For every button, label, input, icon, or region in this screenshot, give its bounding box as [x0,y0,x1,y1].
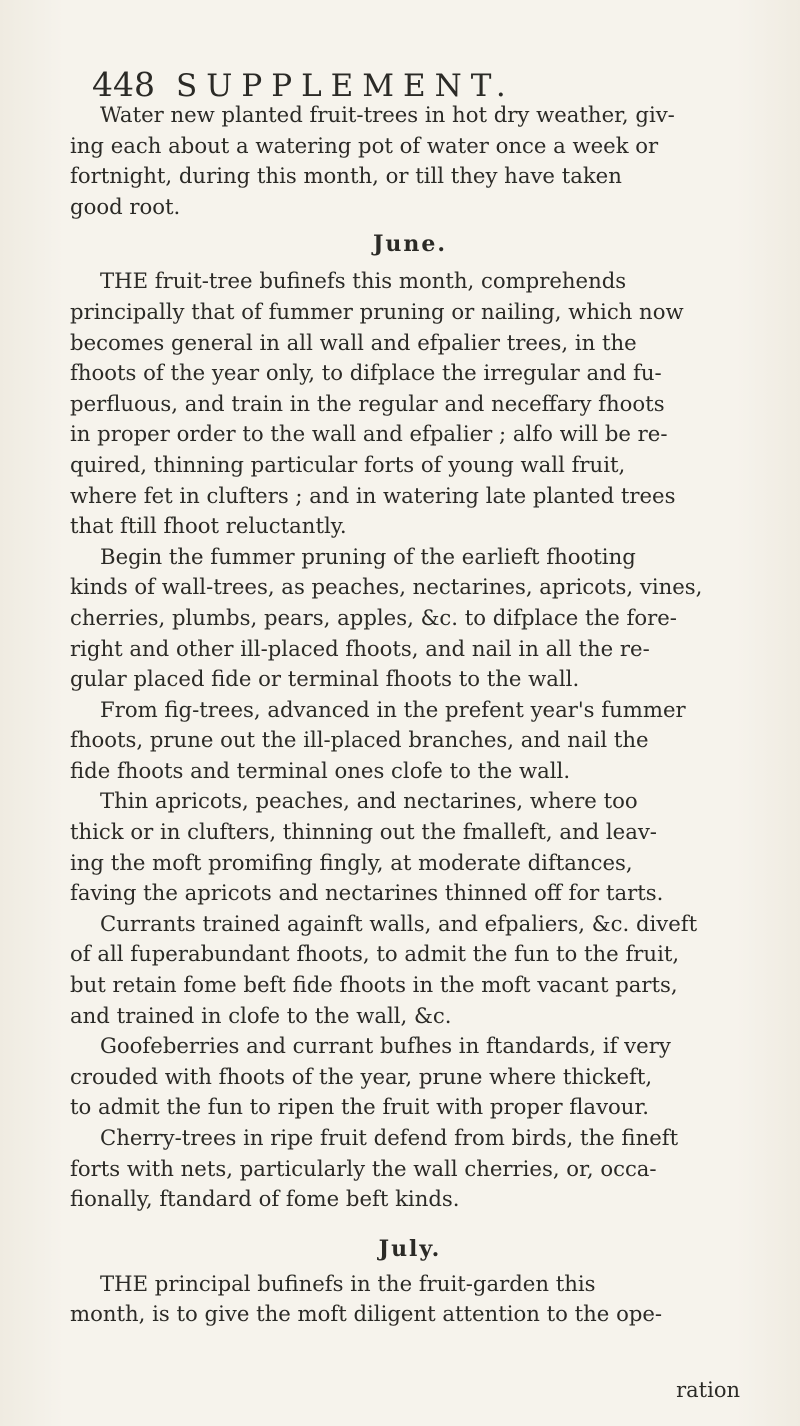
text-line: month, is to give the moft diligent attention to the ope- [70,1301,663,1327]
text-line: perfluous, and train in the regular and neceffary fhoots [70,390,665,416]
paragraph-thinning [70,786,750,908]
text-line: THE principal bufinefs in the fruit-garden this [100,1270,596,1296]
text-line: to admit the fun to ripen the fruit with proper flavour. [70,1094,649,1120]
text-line: in proper order to the wall and efpalier ; alfo will be re- [70,421,668,447]
text-line: forts with nets, particularly the wall cherries, or, occa- [70,1155,657,1181]
body-text [70,100,750,1330]
text-line: kinds of wall-trees, as peaches, nectarines, apricots, vines, [70,574,703,600]
page-number: 448 [92,65,155,104]
paragraph-july-intro [70,1269,750,1330]
running-title: SUPPLEMENT. [176,68,515,104]
text-line: Cherry-trees in ripe fruit defend from birds, the fineft [100,1125,679,1150]
text-line: fhoots of the year only, to difplace the irregular and fu- [70,360,662,386]
text-line: of all fuperabundant fhoots, to admit the fun to the fruit, [70,941,680,967]
text-line: fide fhoots and terminal ones clofe to the wall. [70,757,571,783]
text-line: crouded with fhoots of the year, prune where thickeft, [70,1063,653,1089]
text-line: principally that of fummer pruning or nailing, which now [70,298,684,324]
paragraph-cherry-trees [70,1123,750,1215]
text-line: good root. [70,193,181,219]
text-line: faving the apricots and nectarines thinned off for tarts. [70,880,664,906]
text-line: Goofeberries and currant bufhes in ftandards, if very [100,1033,671,1059]
text-line: quired, thinning particular forts of young wall fruit, [70,451,626,477]
catchword: ration [676,1378,740,1402]
text-line: that ftill fhoot reluctantly. [70,513,347,539]
paragraph-fig-trees [70,695,750,787]
text-line: Water new planted fruit-trees in hot dry weather, giv- [100,102,675,127]
text-line: ing the moft promifing fingly, at moderate diftances, [70,849,633,875]
text-line: cherries, plumbs, pears, apples, &c. to difplace the fore- [70,604,677,630]
paragraph-gooseberries [70,1031,750,1123]
text-line: gular placed fide or terminal fhoots to the wall. [70,666,580,692]
text-line: thick or in clufters, thinning out the fmalleft, and leav- [70,819,657,845]
paragraph-watering [70,100,750,222]
paragraph-currants [70,909,750,1031]
text-line: fionally, ftandard of fome beft kinds. [70,1186,460,1212]
paragraph-june-intro [70,266,750,541]
text-line: becomes general in all wall and efpalier trees, in the [70,329,637,355]
text-line: Thin apricots, peaches, and nectarines, where too [100,788,638,814]
text-line: and trained in clofe to the wall, &c. [70,1002,452,1028]
text-line: but retain fome beft fide fhoots in the moft vacant parts, [70,972,678,998]
section-heading-june: June. [372,231,448,258]
text-line: where fet in clufters ; and in watering late planted trees [70,482,676,508]
section-heading-july: July. [378,1235,442,1262]
text-line: fortnight, during this month, or till they have taken [70,163,622,189]
text-line: fhoots, prune out the ill-placed branches, and nail the [70,727,649,753]
text-line: Currants trained againft walls, and efpaliers, &c. diveft [100,910,698,936]
text-line: THE fruit-tree bufinefs this month, comprehends [100,268,627,294]
paragraph-summer-pruning [70,542,750,695]
text-line: ing each about a watering pot of water once a week or [70,132,659,158]
text-line: Begin the fummer pruning of the earlieft fhooting [100,543,636,569]
text-line: From fig-trees, advanced in the prefent year's fummer [100,696,686,722]
text-line: right and other ill-placed fhoots, and nail in all the re- [70,635,650,661]
